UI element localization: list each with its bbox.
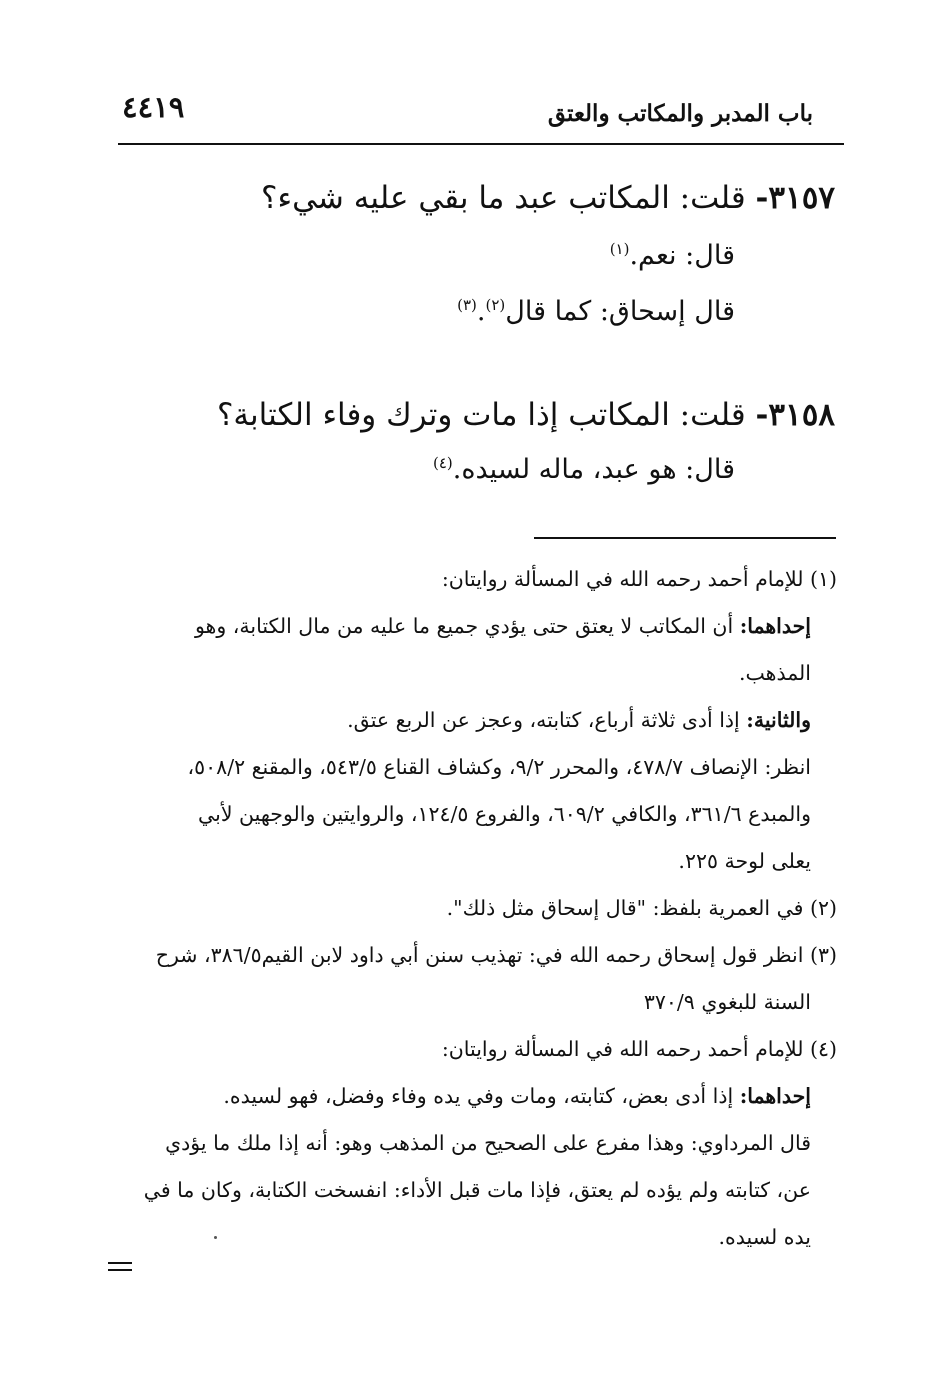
question-text: قلت: المكاتب إذا مات وترك وفاء الكتابة؟ <box>216 397 746 433</box>
footnote-ref: (٣) <box>457 296 477 314</box>
stray-dot <box>214 1236 217 1239</box>
question-number: ٣١٥٧- <box>755 180 835 216</box>
label: إحداهما: <box>739 614 811 638</box>
answer-line <box>457 296 735 327</box>
footnote-1-ref: انظر: الإنصاف ٤٧٨/٧، والمحرر ٩/٢، وكشاف القناع ٥٤٣/٥، والمقنع ٥٠٨/٢، <box>187 755 811 779</box>
footnote-4-intro: (٤) للإمام أحمد رحمه الله في المسألة روايتان: <box>441 1037 837 1061</box>
footnote-4-quote: قال المرداوي: وهذا مفرع على الصحيح من المذهب وهو: أنه إذا ملك ما يؤدي <box>165 1131 811 1155</box>
footnote-divider <box>534 537 836 539</box>
question-number: ٣١٥٨- <box>755 397 835 433</box>
answer-tail: . <box>476 296 486 327</box>
answer-text: قال إسحاق: كما قال <box>505 296 735 327</box>
footnote-4-quote-cont: عن، كتابته ولم يؤده لم يعتق، فإذا مات قبل الأداء: انفسخت الكتابة، وكان ما في <box>143 1178 811 1202</box>
answer-text: قال: هو عبد، ماله لسيده. <box>452 454 735 485</box>
footnote-1-second: والثانية: إذا أدى ثلاثة أرباع، كتابته، وعجز عن الربع عتق. <box>347 708 811 732</box>
footnote-3-cont: السنة للبغوي ٣٧٠/٩ <box>643 990 811 1014</box>
footnote-1-first: إحداهما: أن المكاتب لا يعتق حتى يؤدي جميع ما عليه من مال الكتابة، وهو <box>194 614 811 638</box>
question-3157 <box>261 180 835 216</box>
footnote-4-quote-cont: يده لسيده. <box>718 1225 811 1249</box>
footnote-ref: (١) <box>609 240 630 258</box>
footnote-2: (٢) في العمرية بلفظ: "قال إسحاق مثل ذلك". <box>446 896 837 920</box>
footnotes <box>117 556 837 1261</box>
answer-line <box>433 454 735 485</box>
label: إحداهما: <box>739 1084 811 1108</box>
running-title: باب المدبر والمكاتب والعتق <box>547 100 813 127</box>
label: والثانية: <box>746 708 811 732</box>
continuation-mark <box>108 1262 132 1276</box>
answer-line <box>610 240 735 271</box>
footnote-4-first: إحداهما: إذا أدى بعض، كتابته، ومات وفي يده وفاء وفضل، فهو لسيده. <box>223 1084 811 1108</box>
footnote-1-ref-cont: والمبدع ٣٦١/٦، والكافي ٦٠٩/٢، والفروع ١٢٤/٥، والروايتين والوجهين لأبي <box>198 802 811 826</box>
footnote-3: (٣) انظر قول إسحاق رحمه الله في: تهذيب سنن أبي داود لابن القيم٣٨٦/٥، شرح <box>155 943 837 967</box>
footnote-ref: (٢) <box>485 296 506 314</box>
question-3158 <box>217 397 835 433</box>
header-divider <box>118 143 844 145</box>
footnote-ref: (٤) <box>432 454 453 472</box>
answer-text: قال: نعم. <box>629 240 735 271</box>
question-text: قلت: المكاتب عبد ما بقي عليه شيء؟ <box>261 180 746 216</box>
page-number: ٤٤١٩ <box>122 90 185 124</box>
footnote-1-intro: (١) للإمام أحمد رحمه الله في المسألة روايتان: <box>441 567 837 591</box>
footnote-1-first-cont: المذهب. <box>738 661 811 685</box>
footnote-1-ref-cont: يعلى لوحة ٢٢٥. <box>678 849 811 873</box>
